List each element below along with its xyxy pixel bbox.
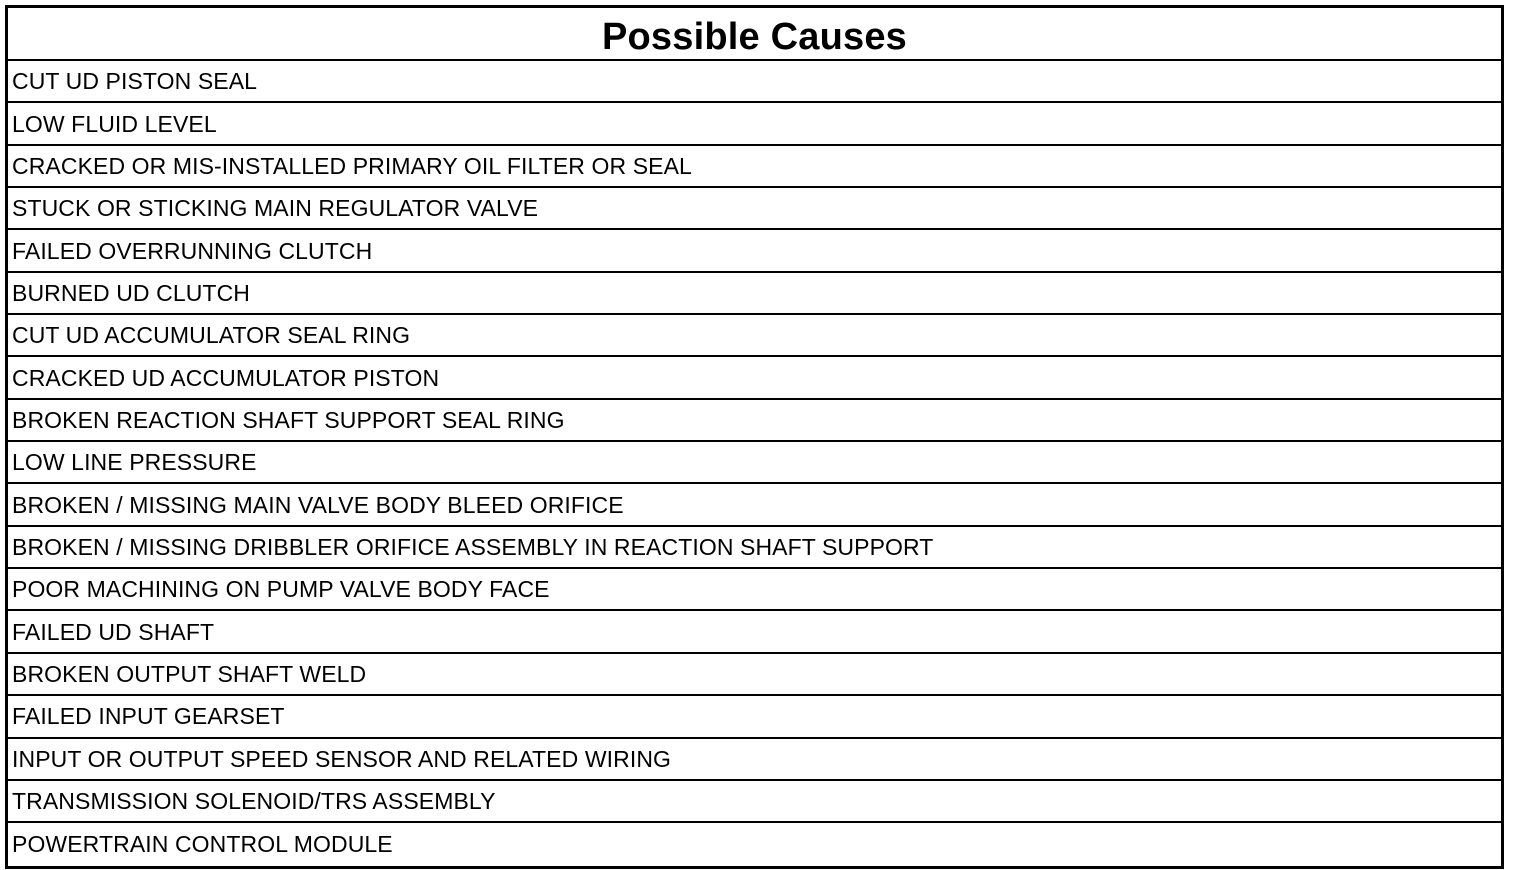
- table-header: [8, 8, 1501, 61]
- cause-text: CRACKED OR MIS-INSTALLED PRIMARY OIL FILTER OR SEAL: [12, 152, 692, 179]
- table-row: [8, 230, 1501, 272]
- table-row: [8, 611, 1501, 653]
- table-row: [8, 357, 1501, 399]
- table-row: [8, 484, 1501, 526]
- cause-text: BROKEN / MISSING DRIBBLER ORIFICE ASSEMBLY IN REACTION SHAFT SUPPORT: [12, 533, 934, 560]
- cause-text: POOR MACHINING ON PUMP VALVE BODY FACE: [12, 576, 550, 603]
- table-row: [8, 315, 1501, 357]
- table-row: [8, 103, 1501, 145]
- table-row: [8, 781, 1501, 823]
- cause-text: BURNED UD CLUTCH: [12, 279, 251, 306]
- cause-text: FAILED UD SHAFT: [12, 618, 215, 645]
- cause-text: CUT UD PISTON SEAL: [12, 68, 258, 95]
- cause-text: FAILED OVERRUNNING CLUTCH: [12, 237, 373, 264]
- cause-text: TRANSMISSION SOLENOID/TRS ASSEMBLY: [12, 788, 496, 815]
- cause-text: LOW FLUID LEVEL: [12, 110, 217, 137]
- table-row: [8, 273, 1501, 315]
- table-row: [8, 739, 1501, 781]
- cause-text: BROKEN / MISSING MAIN VALVE BODY BLEED ORIFICE: [12, 491, 624, 518]
- cause-text: INPUT OR OUTPUT SPEED SENSOR AND RELATED WIRING: [12, 745, 672, 772]
- cause-text: CUT UD ACCUMULATOR SEAL RING: [12, 322, 411, 349]
- table-row: [8, 654, 1501, 696]
- table-row: [8, 146, 1501, 188]
- table-row: [8, 400, 1501, 442]
- cause-text: FAILED INPUT GEARSET: [12, 703, 285, 730]
- cause-text: BROKEN OUTPUT SHAFT WELD: [12, 660, 367, 687]
- table-row: [8, 569, 1501, 611]
- possible-causes-table: [5, 5, 1504, 869]
- cause-text: BROKEN REACTION SHAFT SUPPORT SEAL RING: [12, 406, 565, 433]
- table-body: [8, 61, 1501, 866]
- table-row: [8, 823, 1501, 865]
- cause-text: LOW LINE PRESSURE: [12, 449, 257, 476]
- table-title: Possible Causes: [601, 16, 908, 58]
- table-row: [8, 442, 1501, 484]
- cause-text: POWERTRAIN CONTROL MODULE: [12, 831, 393, 858]
- cause-text: STUCK OR STICKING MAIN REGULATOR VALVE: [12, 195, 539, 222]
- table-row: [8, 527, 1501, 569]
- table-row: [8, 188, 1501, 230]
- table-row: [8, 696, 1501, 738]
- cause-text: CRACKED UD ACCUMULATOR PISTON: [12, 364, 440, 391]
- table-row: [8, 61, 1501, 103]
